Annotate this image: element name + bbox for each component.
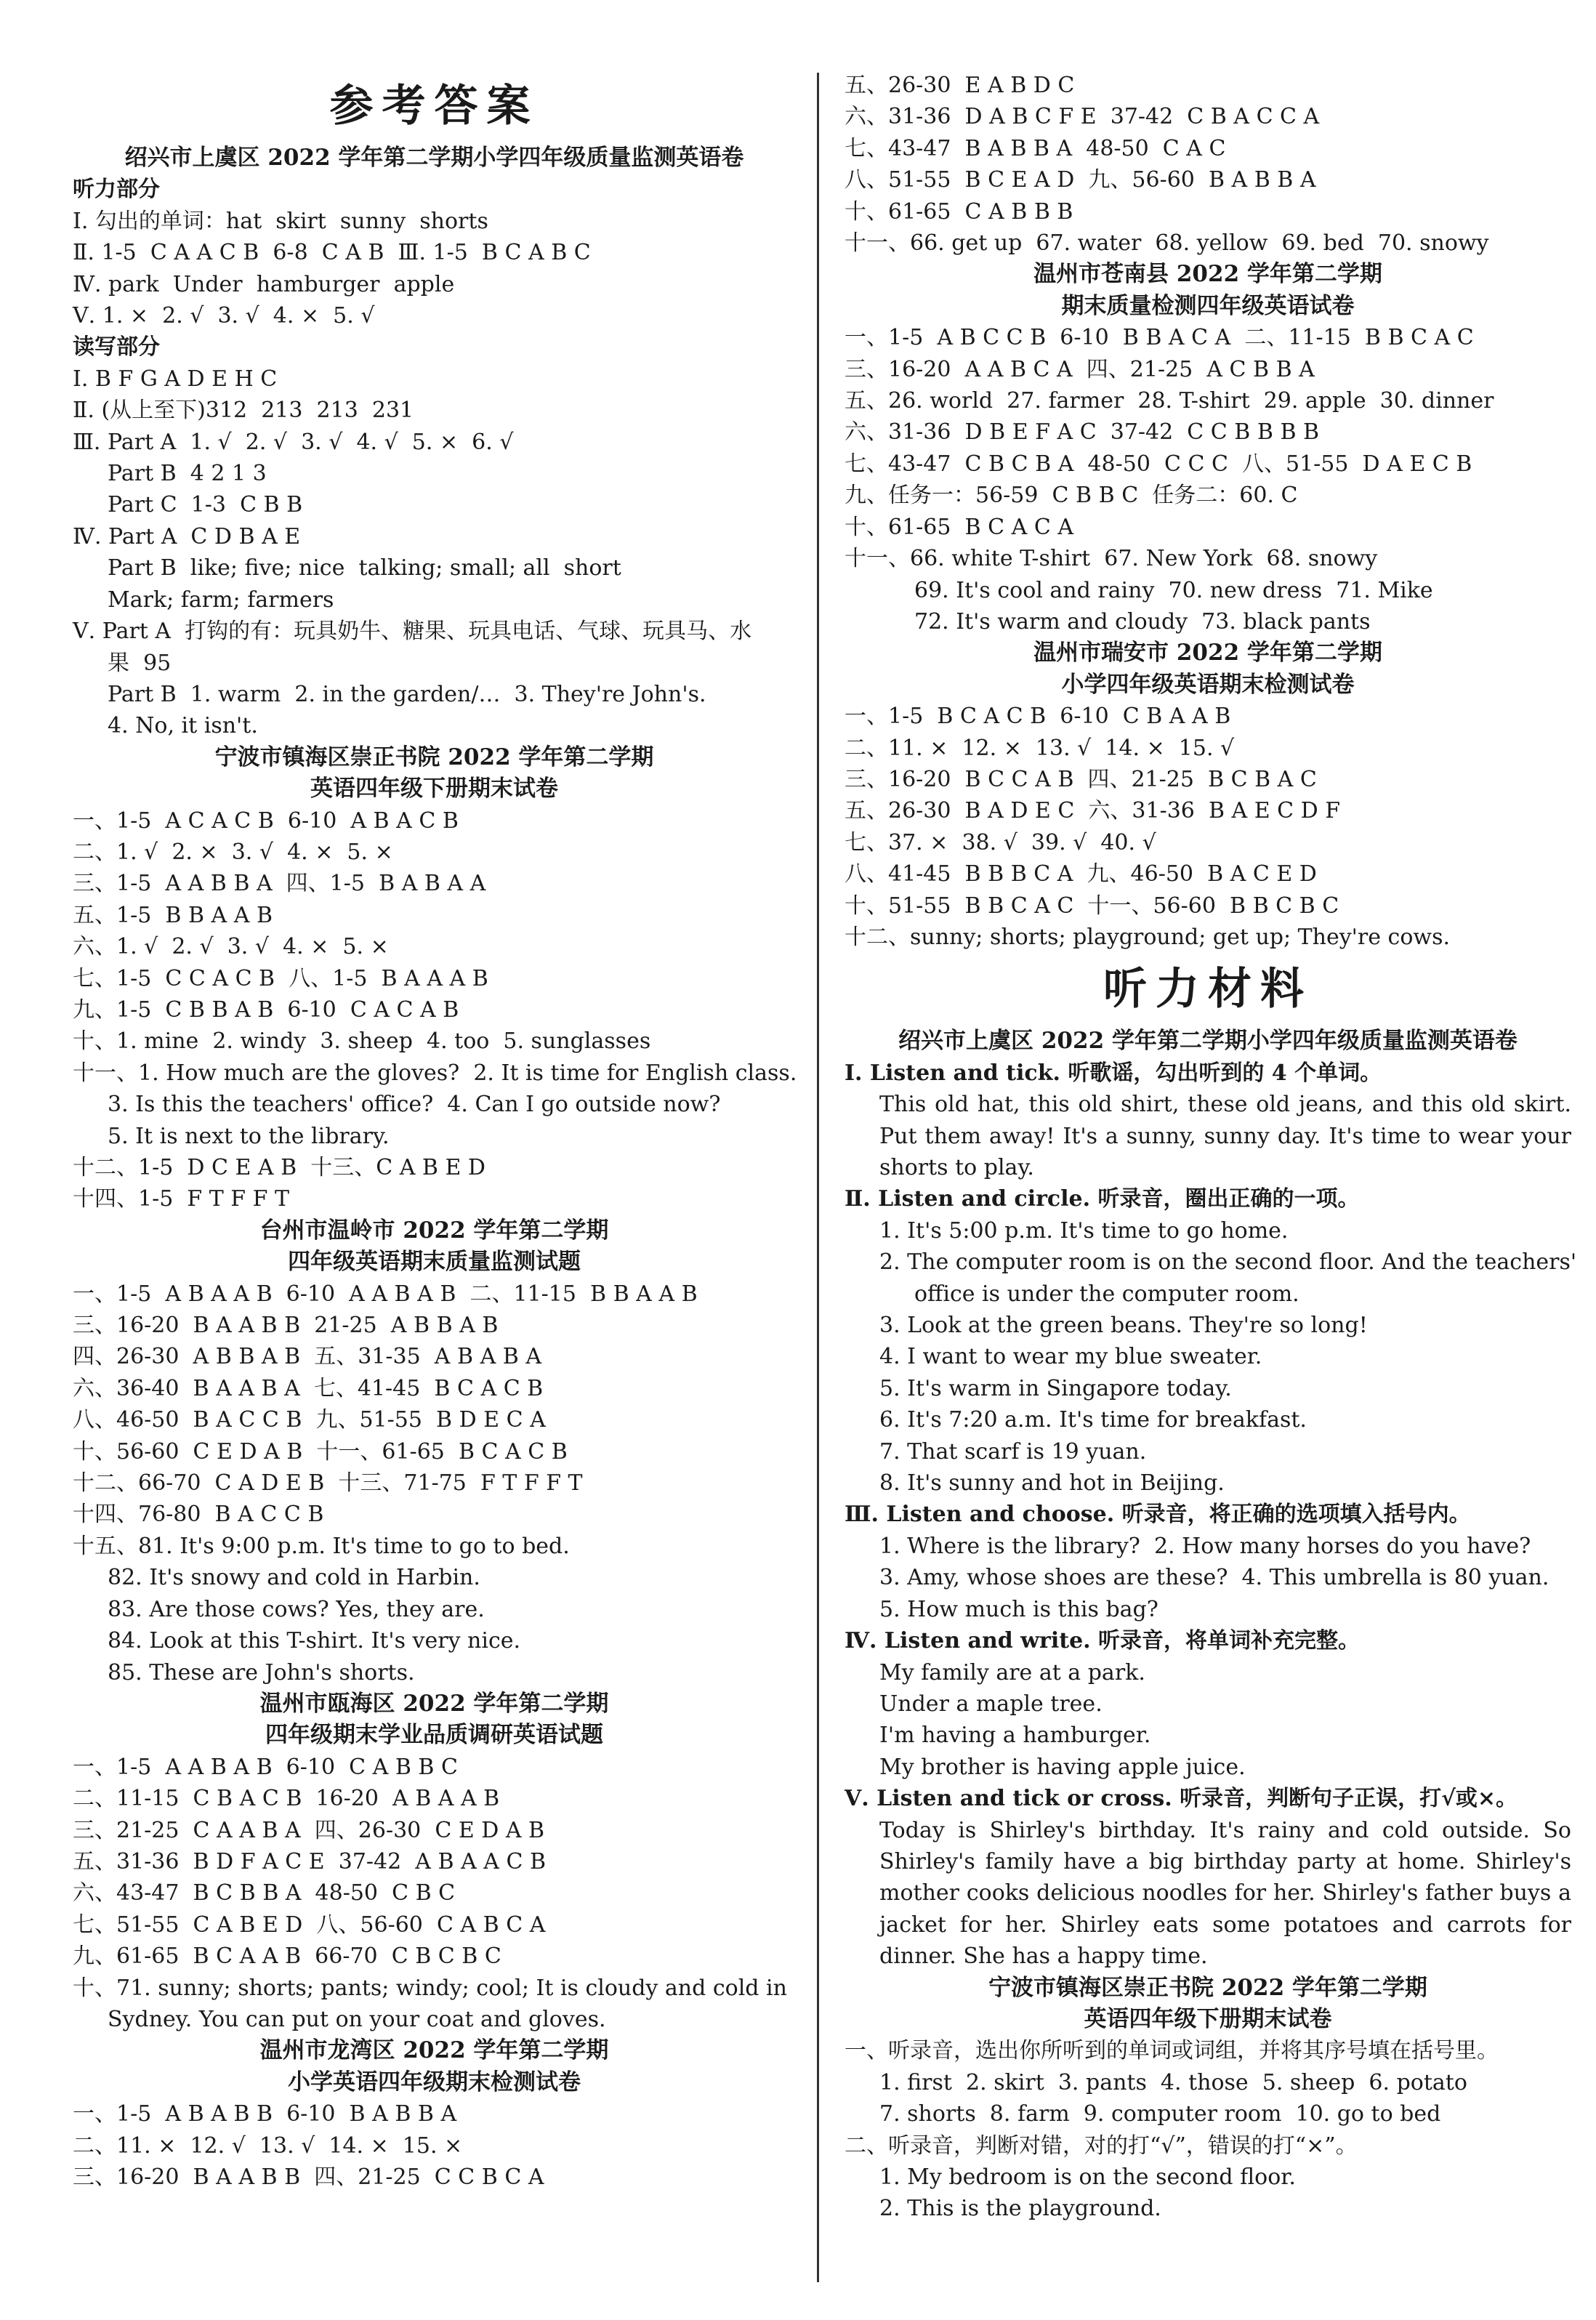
answer-line: 六、31-36 D B E F A C 37-42 C C B B B B: [845, 419, 1320, 446]
section-subtitle: 英语四年级下册期末试卷: [310, 776, 558, 802]
section-title: 台州市温岭市 2022 学年第二学期: [259, 1217, 609, 1244]
answer-line: Ⅰ. B F G A D E H C: [73, 366, 278, 392]
answer-line: 二、1. √ 2. × 3. √ 4. × 5. ×: [73, 839, 393, 865]
answer-line: 五、26-30 E A B D C: [845, 73, 1075, 98]
transcript-line: Under a maple tree.: [879, 1691, 1103, 1717]
question-heading: 一、听录音，选出你所听到的单词或词组，并将其序号填在括号里。: [845, 2038, 1499, 2064]
transcript-line: 7. That scarf is 19 yuan.: [879, 1438, 1147, 1465]
answer-line: 十、61-65 C A B B B: [845, 198, 1073, 225]
answer-line: 十一、1. How much are the gloves? 2. It is time for English class.: [73, 1060, 797, 1086]
section-subtitle: 四年级期末学业品质调研英语试题: [265, 1722, 603, 1749]
question-heading: Ⅱ. Listen and circle. 听录音，圈出正确的一项。: [845, 1186, 1360, 1212]
answer-line: 七、43-47 C B C B A 48-50 C C C 八、51-55 D A E C B: [845, 451, 1472, 477]
answer-line: 3. Is this the teachers' office? 4. Can I go outside now?: [108, 1092, 721, 1118]
question-heading: Ⅰ. Listen and tick. 听歌谣，勾出听到的 4 个单词。: [845, 1060, 1382, 1086]
answer-line: 八、46-50 B A C C B 九、51-55 B D E C A: [73, 1407, 546, 1433]
section-title: 绍兴市上虞区 2022 学年第二学期小学四年级质量监测英语卷: [898, 1028, 1518, 1055]
transcript-line: 1. It's 5:00 p.m. It's time to go home.: [879, 1217, 1289, 1244]
left-column: [73, 70, 796, 2193]
section-subtitle: 小学四年级英语期末检测试卷: [1061, 671, 1355, 698]
answer-line: 三、16-20 A A B C A 四、21-25 A C B B A: [845, 356, 1315, 382]
answer-line: 七、37. × 38. √ 39. √ 40. √: [845, 829, 1156, 855]
answer-line: 五、1-5 B B A A B: [73, 902, 273, 928]
section-subtitle: 小学英语四年级期末检测试卷: [288, 2069, 581, 2095]
section-subtitle: 期末质量检测四年级英语试卷: [1061, 292, 1355, 319]
transcript-line: 6. It's 7:20 a.m. It's time for breakfast.: [879, 1407, 1307, 1433]
answer-line: 一、1-5 A B C C B 6-10 B B A C A 二、11-15 B B C A C: [845, 325, 1474, 351]
answer-line: 果 95: [108, 650, 172, 676]
column-divider: [817, 73, 819, 2282]
answer-line: 九、1-5 C B B A B 6-10 C A C A B: [73, 996, 459, 1023]
section-title: 温州市瑞安市 2022 学年第二学期: [1033, 640, 1382, 666]
transcript-line: office is under the computer room.: [914, 1281, 1299, 1307]
transcript-line: 5. It's warm in Singapore today.: [879, 1375, 1232, 1401]
answer-line: 十、51-55 B B C A C 十一、56-60 B B C B C: [845, 893, 1339, 919]
answer-line: 十四、76-80 B A C C B: [73, 1502, 324, 1528]
answer-line: 二、11. × 12. √ 13. √ 14. × 15. ×: [73, 2132, 463, 2159]
subsection-label: 读写部分: [73, 334, 160, 361]
answer-line: 三、16-20 B C C A B 四、21-25 B C B A C: [845, 766, 1317, 792]
transcript-line: 3. Look at the green beans. They're so long!: [879, 1313, 1368, 1339]
answer-line: Ⅱ. 1-5 C A A C B 6-8 C A B Ⅲ. 1-5 B C A B C: [73, 240, 591, 266]
answer-line: 三、21-25 C A A B A 四、26-30 C E D A B: [73, 1817, 545, 1843]
answer-line: 三、16-20 B A A B B 21-25 A B B A B: [73, 1313, 499, 1339]
answer-line: 69. It's cool and rainy 70. new dress 71. Mike: [914, 577, 1433, 603]
answer-line: 十一、66. white T-shirt 67. New York 68. snowy: [845, 546, 1378, 572]
answer-line: Ⅰ. 勾出的单词：hat skirt sunny shorts: [73, 208, 488, 234]
answer-line: 一、1-5 A B A B B 6-10 B A B B A: [73, 2101, 457, 2127]
answer-line: 十、71. sunny; shorts; pants; windy; cool; It is cloudy and cold in: [73, 1975, 787, 2001]
answer-line: 五、31-36 B D F A C E 37-42 A B A A C B: [73, 1848, 547, 1874]
answer-line: 六、43-47 B C B B A 48-50 C B C: [73, 1880, 456, 1906]
answer-line: 5. It is next to the library.: [108, 1123, 390, 1149]
answer-line: 六、31-36 D A B C F E 37-42 C B A C C A: [845, 104, 1320, 130]
answer-line: 十四、1-5 F T F F T: [73, 1186, 289, 1212]
question-heading: Ⅳ. Listen and write. 听录音，将单词补充完整。: [845, 1628, 1361, 1654]
transcript-line: 8. It's sunny and hot in Beijing.: [879, 1470, 1225, 1497]
answer-line: Part B 1. warm 2. in the garden/… 3. They're John's.: [108, 681, 706, 707]
answer-line: 十一、66. get up 67. water 68. yellow 69. bed 70. snowy: [845, 230, 1489, 257]
answer-line: Part B like; five; nice talking; small; all short: [108, 555, 621, 581]
transcript-line: My brother is having apple juice.: [879, 1754, 1246, 1780]
answer-line: 二、11-15 C B A C B 16-20 A B A A B: [73, 1786, 500, 1812]
transcript-line: 4. I want to wear my blue sweater.: [879, 1344, 1262, 1370]
answer-line: 六、1. √ 2. √ 3. √ 4. × 5. ×: [73, 934, 389, 960]
transcript-line: 5. How much is this bag?: [879, 1596, 1158, 1622]
answer-line: Sydney. You can put on your coat and gloves.: [108, 2006, 606, 2032]
right-column: [845, 70, 1577, 2225]
answer-line: 九、61-65 B C A A B 66-70 C B C B C: [73, 1944, 501, 1970]
section-title: 宁波市镇海区崇正书院 2022 学年第二学期: [988, 1974, 1427, 2001]
answer-line: Ⅱ. (从上至下)312 213 213 231: [73, 398, 414, 424]
transcript-line: 1. My bedroom is on the second floor.: [879, 2164, 1296, 2190]
transcript-paragraph: Today is Shirley's birthday. It's rainy and cold outside. So Shirley's family have a big birthday party at home. Shirley's mother cooks delicious noodles for her. Shirley's father buys a jacket for her. Shirley eats some potatoes and carrots for dinner. She has a happy time.: [879, 1817, 1571, 1970]
transcript-line: 3. Amy, whose shoes are these? 4. This umbrella is 80 yuan.: [879, 1565, 1549, 1591]
answer-line: 4. No, it isn't.: [108, 713, 258, 739]
answer-line: Part C 1-3 C B B: [108, 492, 303, 518]
answer-line: Ⅴ. 1. × 2. √ 3. √ 4. × 5. √: [73, 303, 375, 329]
transcript-line: 7. shorts 8. farm 9. computer room 10. go to bed: [879, 2101, 1441, 2127]
section-title: 绍兴市上虞区 2022 学年第二学期小学四年级质量监测英语卷: [124, 145, 744, 171]
answer-line: 六、36-40 B A A B A 七、41-45 B C A C B: [73, 1375, 544, 1401]
question-heading: Ⅲ. Listen and choose. 听录音，将正确的选项填入括号内。: [845, 1502, 1471, 1528]
answer-line: 九、任务一：56-59 C B B C 任务二：60. C: [845, 483, 1298, 509]
answer-line: 十二、1-5 D C E A B 十三、C A B E D: [73, 1155, 485, 1180]
answer-line: 十五、81. It's 9:00 p.m. It's time to go to bed.: [73, 1533, 570, 1559]
answer-line: 十、61-65 B C A C A: [845, 514, 1073, 540]
answer-line: Mark; farm; farmers: [108, 587, 334, 613]
subsection-label: 听力部分: [73, 177, 160, 203]
transcript-line: 2. The computer room is on the second floor. And the teachers': [879, 1249, 1577, 1276]
transcript-line: 1. first 2. skirt 3. pants 4. those 5. sheep 6. potato: [879, 2069, 1467, 2095]
answer-line: 十二、66-70 C A D E B 十三、71-75 F T F F T: [73, 1470, 583, 1497]
answer-line: 二、11. × 12. × 13. √ 14. × 15. √: [845, 735, 1235, 761]
answer-line: Ⅳ. Part A C D B A E: [73, 523, 301, 549]
transcript-line: My family are at a park.: [879, 1659, 1145, 1685]
answer-line: Ⅴ. Part A 打钩的有：玩具奶牛、糖果、玩具电话、气球、玩具马、水: [73, 619, 752, 645]
answer-line: 82. It's snowy and cold in Harbin.: [108, 1565, 480, 1591]
answer-line: Ⅲ. Part A 1. √ 2. √ 3. √ 4. √ 5. × 6. √: [73, 429, 514, 455]
transcript-line: 2. This is the playground.: [879, 2196, 1161, 2222]
section-subtitle: 四年级英语期末质量监测试题: [288, 1249, 581, 1276]
listening-title: 听力材料: [1103, 964, 1313, 1015]
section-title: 宁波市镇海区崇正书院 2022 学年第二学期: [214, 744, 654, 770]
answer-line: 八、41-45 B B B C A 九、46-50 B A C E D: [845, 861, 1317, 887]
answer-line: 四、26-30 A B B A B 五、31-35 A B A B A: [73, 1344, 542, 1370]
answer-line: 七、43-47 B A B B A 48-50 C A C: [845, 135, 1226, 161]
answer-line: 三、1-5 A A B B A 四、1-5 B A B A A: [73, 871, 486, 897]
answer-line: 一、1-5 A A B A B 6-10 C A B B C: [73, 1754, 458, 1780]
transcript-line: 1. Where is the library? 2. How many horses do you have?: [879, 1533, 1531, 1559]
answer-line: 七、1-5 C C A C B 八、1-5 B A A A B: [73, 965, 488, 991]
page-title: 参考答案: [329, 81, 539, 132]
transcript-paragraph: This old hat, this old shirt, these old jeans, and this old skirt. Put them away! It's a sunny, sunny day. It's time to wear your shorts to play.: [879, 1092, 1571, 1180]
answer-line: 三、16-20 B A A B B 四、21-25 C C B C A: [73, 2164, 544, 2190]
answer-line: Ⅳ. park Under hamburger apple: [73, 271, 455, 297]
answer-line: 八、51-55 B C E A D 九、56-60 B A B B A: [845, 167, 1316, 193]
question-heading: Ⅴ. Listen and tick or cross. 听录音，判断句子正误，打√或×。: [845, 1786, 1518, 1812]
answer-line: 十二、sunny; shorts; playground; get up; They're cows.: [845, 924, 1450, 950]
answer-line: 72. It's warm and cloudy 73. black pants: [914, 608, 1371, 635]
answer-line: 十、56-60 C E D A B 十一、61-65 B C A C B: [73, 1438, 568, 1465]
answer-line: 84. Look at this T-shirt. It's very nice.: [108, 1628, 521, 1654]
answer-line: Part B 4 2 1 3: [108, 461, 267, 487]
answer-line: 83. Are those cows? Yes, they are.: [108, 1596, 485, 1622]
answer-line: 五、26-30 B A D E C 六、31-36 B A E C D F: [845, 798, 1341, 824]
section-title: 温州市龙湾区 2022 学年第二学期: [259, 2037, 609, 2064]
answer-line: 十、1. mine 2. windy 3. sheep 4. too 5. sunglasses: [73, 1028, 651, 1055]
answer-line: 一、1-5 A C A C B 6-10 A B A C B: [73, 807, 459, 834]
answer-line: 一、1-5 A B A A B 6-10 A A B A B 二、11-15 B B A A B: [73, 1281, 698, 1307]
answer-line: 85. These are John's shorts.: [108, 1659, 415, 1685]
answer-line: 一、1-5 B C A C B 6-10 C B A A B: [845, 704, 1231, 730]
answer-line: 七、51-55 C A B E D 八、56-60 C A B C A: [73, 1912, 546, 1938]
section-title: 温州市苍南县 2022 学年第二学期: [1033, 261, 1382, 288]
section-subtitle: 英语四年级下册期末试卷: [1084, 2005, 1332, 2032]
answer-line: 五、26. world 27. farmer 28. T-shirt 29. apple 30. dinner: [845, 388, 1494, 414]
question-heading: 二、听录音，判断对错，对的打“√”，错误的打“×”。: [845, 2132, 1358, 2159]
section-title: 温州市瓯海区 2022 学年第二学期: [259, 1690, 609, 1717]
transcript-line: I'm having a hamburger.: [879, 1723, 1151, 1749]
